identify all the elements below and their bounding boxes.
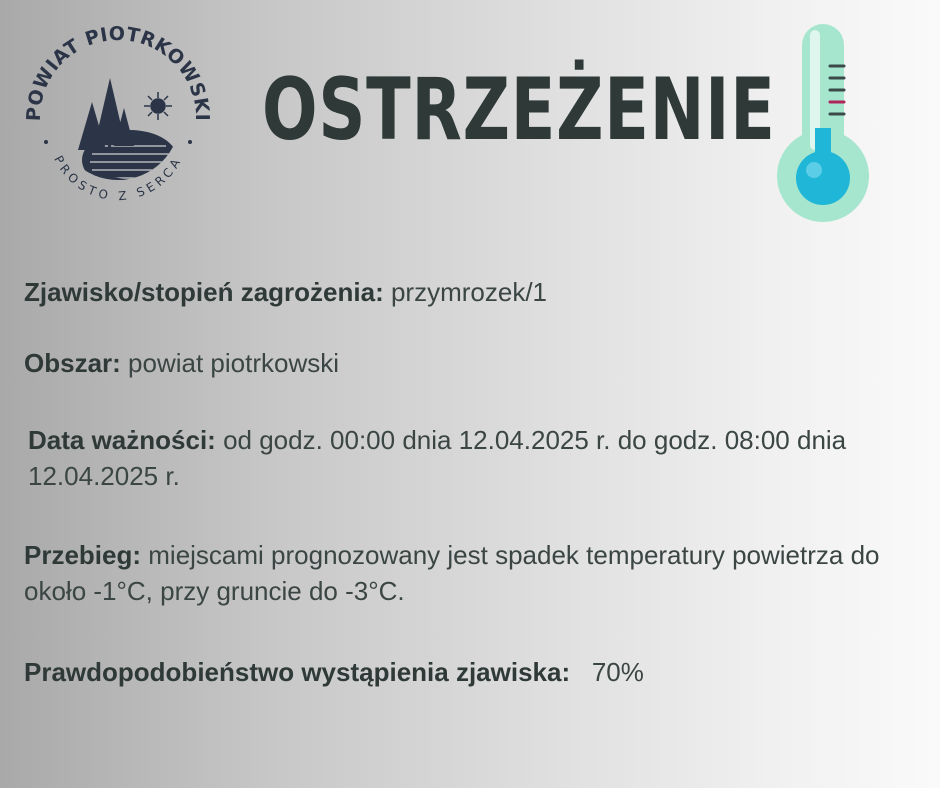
phenomenon-label: Zjawisko/stopień zagrożenia: [24,277,384,307]
validity-value: od godz. 00:00 dnia 12.04.2025 r. do godz. 08:00 dnia 12.04.2025 r. [28,425,847,491]
validity-label: Data ważności: [28,425,216,455]
powiat-piotrkowski-logo [18,18,218,218]
area-row [24,345,339,381]
thermometer-icon [768,18,878,230]
sun-icon [144,92,172,120]
area-label: Obszar: [24,348,121,378]
course-label: Przebieg: [24,540,142,570]
validity-row [28,422,888,494]
logo-arc-bottom: PROSTO Z SERCA [51,153,185,204]
course-row [24,537,904,609]
phenomenon-row [24,274,547,310]
probability-row [24,654,644,690]
area-value: powiat piotrkowski [128,348,340,378]
probability-value: 70% [591,657,644,687]
probability-label: Prawdopodobieństwo wystąpienia zjawiska: [24,657,571,687]
svg-text:POWIAT PIOTRKOWSKI [23,23,213,122]
logo-arc-top: POWIAT PIOTRKOWSKI [22,22,214,122]
course-value: miejscami prognozowany jest spadek temperatury powietrza do około -1°C, przy gruncie do -3°C. [24,540,880,606]
phenomenon-value: przymrozek/1 [390,277,548,307]
page-title: OSTRZEŻENIE [262,60,776,160]
